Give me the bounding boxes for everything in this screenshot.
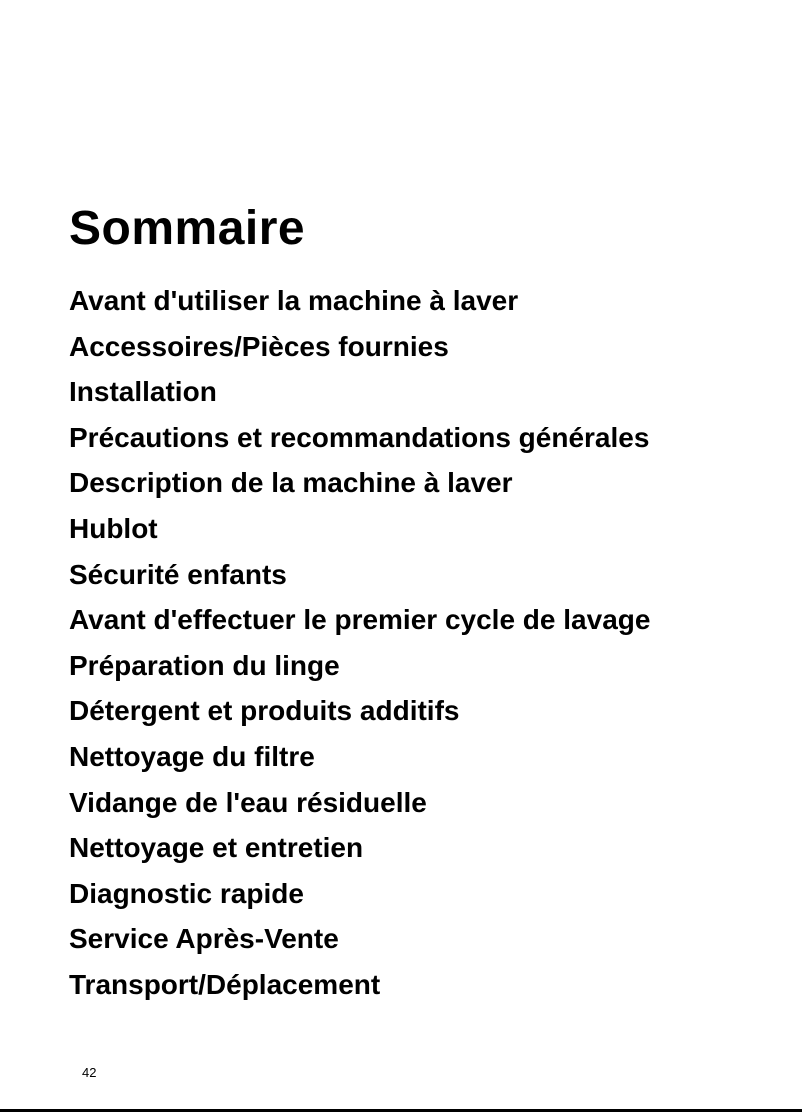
toc-item: Préparation du linge	[69, 649, 340, 681]
page-number: 42	[82, 1065, 97, 1080]
toc-item: Détergent et produits additifs	[69, 695, 460, 727]
toc-item: Transport/Déplacement	[69, 968, 381, 1000]
toc-item: Installation	[69, 376, 217, 408]
toc-item: Nettoyage du filtre	[69, 740, 315, 772]
toc-item: Accessoires/Pièces fournies	[69, 330, 449, 362]
toc-item: Diagnostic rapide	[69, 877, 304, 909]
toc-item: Précautions et recommandations générales	[69, 421, 650, 453]
toc-item: Vidange de l'eau résiduelle	[69, 786, 427, 818]
toc-item: Avant d'effectuer le premier cycle de lavage	[69, 604, 651, 636]
table-of-contents	[69, 283, 650, 1013]
toc-item: Hublot	[69, 512, 158, 544]
toc-item: Sécurité enfants	[69, 558, 287, 590]
toc-item: Service Après-Vente	[69, 923, 339, 955]
bottom-divider	[0, 1109, 802, 1112]
page-title: Sommaire	[69, 202, 306, 255]
toc-item: Nettoyage et entretien	[69, 832, 364, 864]
toc-item: Description de la machine à laver	[69, 467, 513, 499]
toc-item: Avant d'utiliser la machine à laver	[69, 285, 519, 316]
